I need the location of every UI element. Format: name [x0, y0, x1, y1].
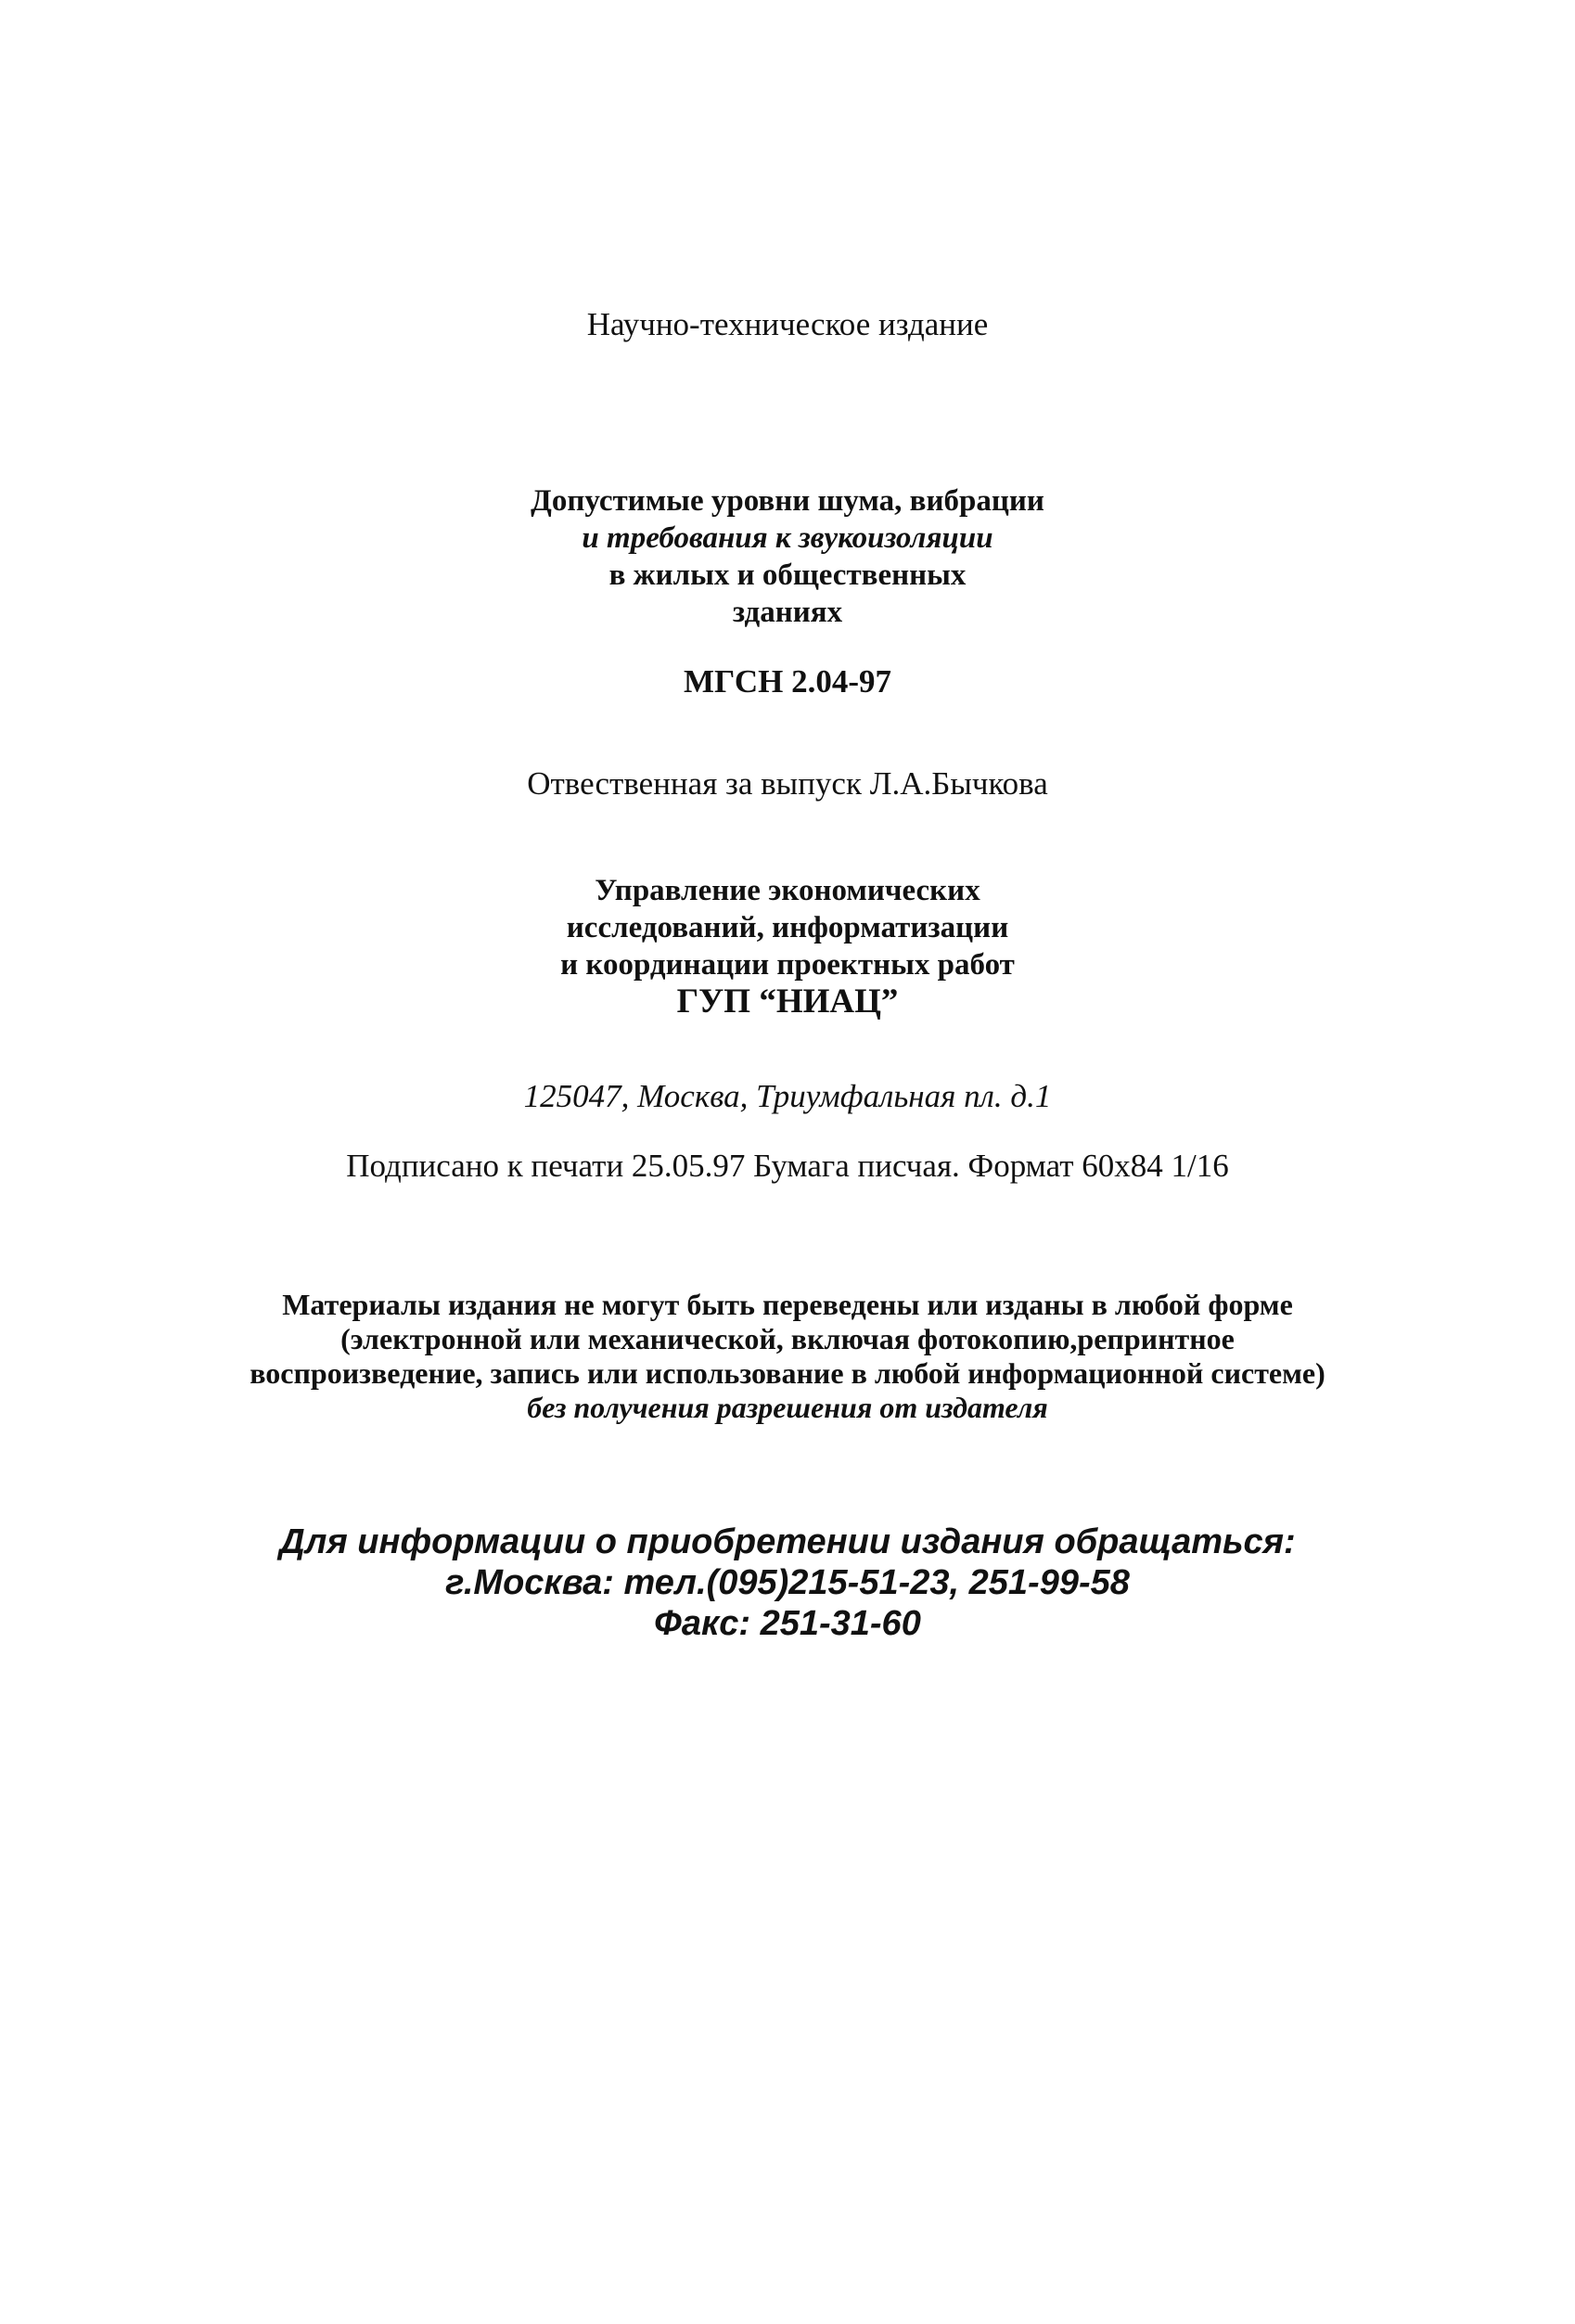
document-title [0, 482, 1575, 631]
organization-line-3: и координации проектных работ [560, 948, 1015, 982]
publisher-address-text: 125047, Москва, Триумфальная пл. д.1 [523, 1078, 1052, 1114]
copyright-line-4: без получения разрешения от издателя [527, 1391, 1048, 1424]
publisher-organization [0, 872, 1575, 1021]
title-line-1: Допустимые уровни шума, вибрации [531, 484, 1044, 518]
responsible-editor-text: Отвественная за выпуск Л.А.Бычкова [527, 765, 1048, 802]
copyright-line-3: воспроизведение, запись или использование в любой информационной системе) [250, 1356, 1325, 1390]
contact-line-2: г.Москва: тел.(095)215-51-23, 251-99-58 [445, 1563, 1130, 1602]
organization-line-1: Управление экономических [595, 874, 980, 907]
copyright-notice [0, 1288, 1575, 1425]
title-line-4: зданиях [732, 596, 843, 629]
contact-line-1: Для информации о приобретении издания обращаться: [279, 1522, 1296, 1561]
standard-code-text: МГСН 2.04-97 [684, 663, 891, 700]
title-line-2: и требования к звукоизоляции [582, 521, 993, 555]
publication-type [0, 306, 1575, 343]
title-line-3: в жилых и общественных [608, 559, 967, 592]
print-info-text: Подписано к печати 25.05.97 Бумага писчая. Формат 60х84 1/16 [346, 1148, 1229, 1184]
publisher-address [0, 1078, 1575, 1115]
organization-line-2: исследований, информатизации [566, 911, 1009, 944]
copyright-line-1: Материалы издания не могут быть переведены или изданы в любой форме [282, 1288, 1293, 1321]
contact-info [0, 1522, 1575, 1644]
publication-type-text: Научно-техническое издание [586, 306, 989, 342]
standard-code [0, 663, 1575, 700]
responsible-editor [0, 765, 1575, 802]
print-info [0, 1148, 1575, 1185]
contact-line-3: Факс: 251-31-60 [654, 1604, 921, 1643]
copyright-line-2: (электронной или механической, включая фотокопию,репринтное [340, 1322, 1235, 1355]
organization-line-4: ГУП “НИАЦ” [676, 982, 899, 1021]
